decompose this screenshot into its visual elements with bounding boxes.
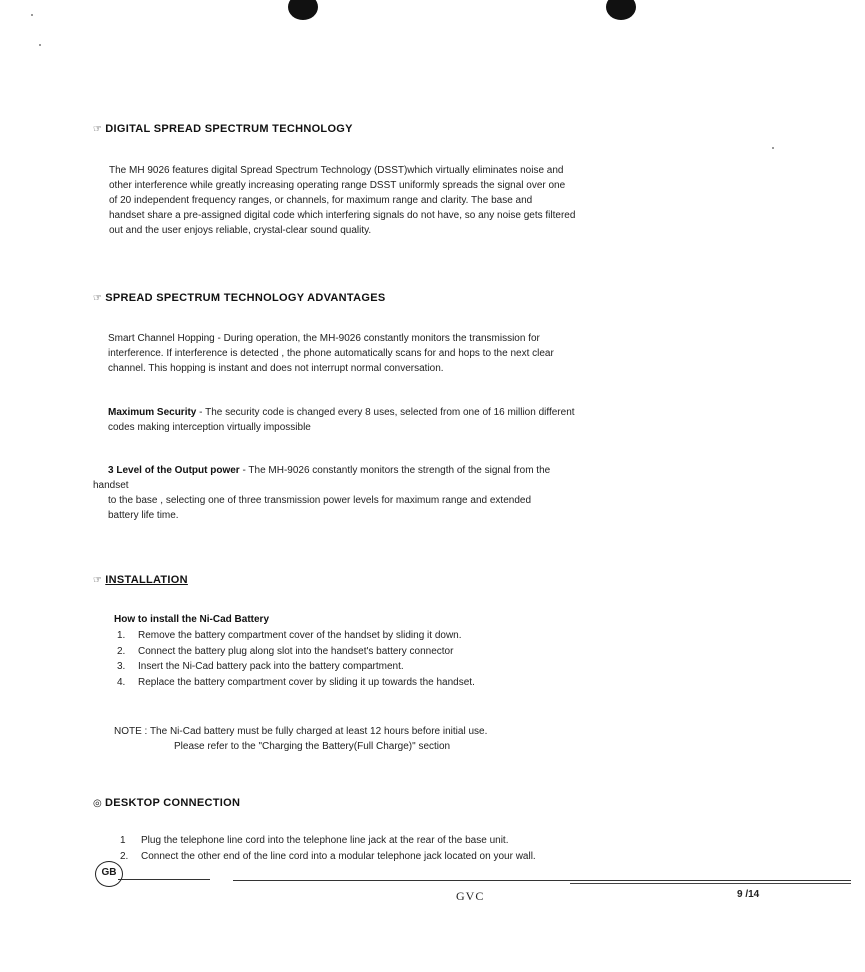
list-item: 1 Plug the telephone line cord into the telephone line jack at the rear of the base unit. <box>120 835 509 846</box>
page-number: 9 /14 <box>737 889 760 900</box>
scan-speck <box>772 147 774 149</box>
note-label: NOTE : <box>114 726 148 737</box>
binder-hole-right <box>606 0 636 20</box>
output-power-title: 3 Level of the Output power <box>108 465 240 476</box>
footer-rule <box>570 883 851 884</box>
battery-install-subheading: How to install the Ni-Cad Battery <box>114 614 270 625</box>
list-item: 4. Replace the battery compartment cover by sliding it up towards the handset. <box>117 676 475 688</box>
footer-rule <box>233 880 851 881</box>
security-paragraph: Maximum Security - The security code is changed every 8 uses, selected from one of 16 million different codes making interception virtually impossible <box>108 407 575 433</box>
footer-rule <box>118 879 210 880</box>
output-power-paragraph: 3 Level of the Output power - The MH-9026 constantly monitors the strength of the signal from the handset to the base , selecting one of three transmission power levels for maximum range and extended battery life time. <box>93 465 551 521</box>
company-logo-icon: GB <box>95 861 123 887</box>
scan-speck <box>31 14 33 16</box>
pointing-hand-icon: ☞ <box>93 575 103 586</box>
section-heading-installation: ☞ INSTALLATION <box>93 574 188 586</box>
channel-hopping-paragraph: Smart Channel Hopping - During operation, the MH-9026 constantly monitors the transmission for interference. If interference is detected , the phone automatically scans for and hops to the next clear channel. This hopping is instant and does not interrupt normal conversation. <box>108 333 554 374</box>
battery-install-steps <box>117 628 475 690</box>
pointing-hand-icon: ☞ <box>93 293 103 304</box>
list-item: 3. Insert the Ni-Cad battery pack into the battery compartment. <box>117 661 404 672</box>
dsst-paragraph: The MH 9026 features digital Spread Spectrum Technology (DSST)which virtually eliminates noise and other interference while greatly increasing operating range DSST uniformly spreads the signal over one of 20 independent frequency ranges, or channels, for maximum range and clarity. The base and handset share a pre-assigned digital code which interfering signals do not have, so any noise gets filtered out and the user enjoys reliable, crystal-clear sound quality. <box>109 165 576 236</box>
scan-speck <box>39 44 41 46</box>
list-item: 2. Connect the other end of the line cord into a modular telephone jack located on your wall. <box>120 850 536 862</box>
section-heading-advantages: ☞ SPREAD SPECTRUM TECHNOLOGY ADVANTAGES <box>93 292 386 304</box>
list-item: 1. Remove the battery compartment cover of the handset by sliding it down. <box>117 630 462 641</box>
pointing-hand-icon: ☞ <box>93 124 103 135</box>
bullet-circle-icon: ◎ <box>93 798 103 809</box>
section-heading-dsst: ☞ DIGITAL SPREAD SPECTRUM TECHNOLOGY <box>93 123 353 135</box>
section-heading-desktop-connection: ◎ DESKTOP CONNECTION <box>93 797 241 809</box>
footer-brand: GVC <box>456 889 485 903</box>
security-title: Maximum Security <box>108 407 197 418</box>
binder-hole-left <box>288 0 318 20</box>
desktop-connection-steps <box>120 833 536 864</box>
list-item: 2. Connect the battery plug along slot into the handset's battery connector <box>117 645 454 657</box>
battery-note: NOTE : The Ni-Cad battery must be fully charged at least 12 hours before initial use. Please refer to the "Charging the Battery(Full Charge)" section <box>114 726 488 752</box>
